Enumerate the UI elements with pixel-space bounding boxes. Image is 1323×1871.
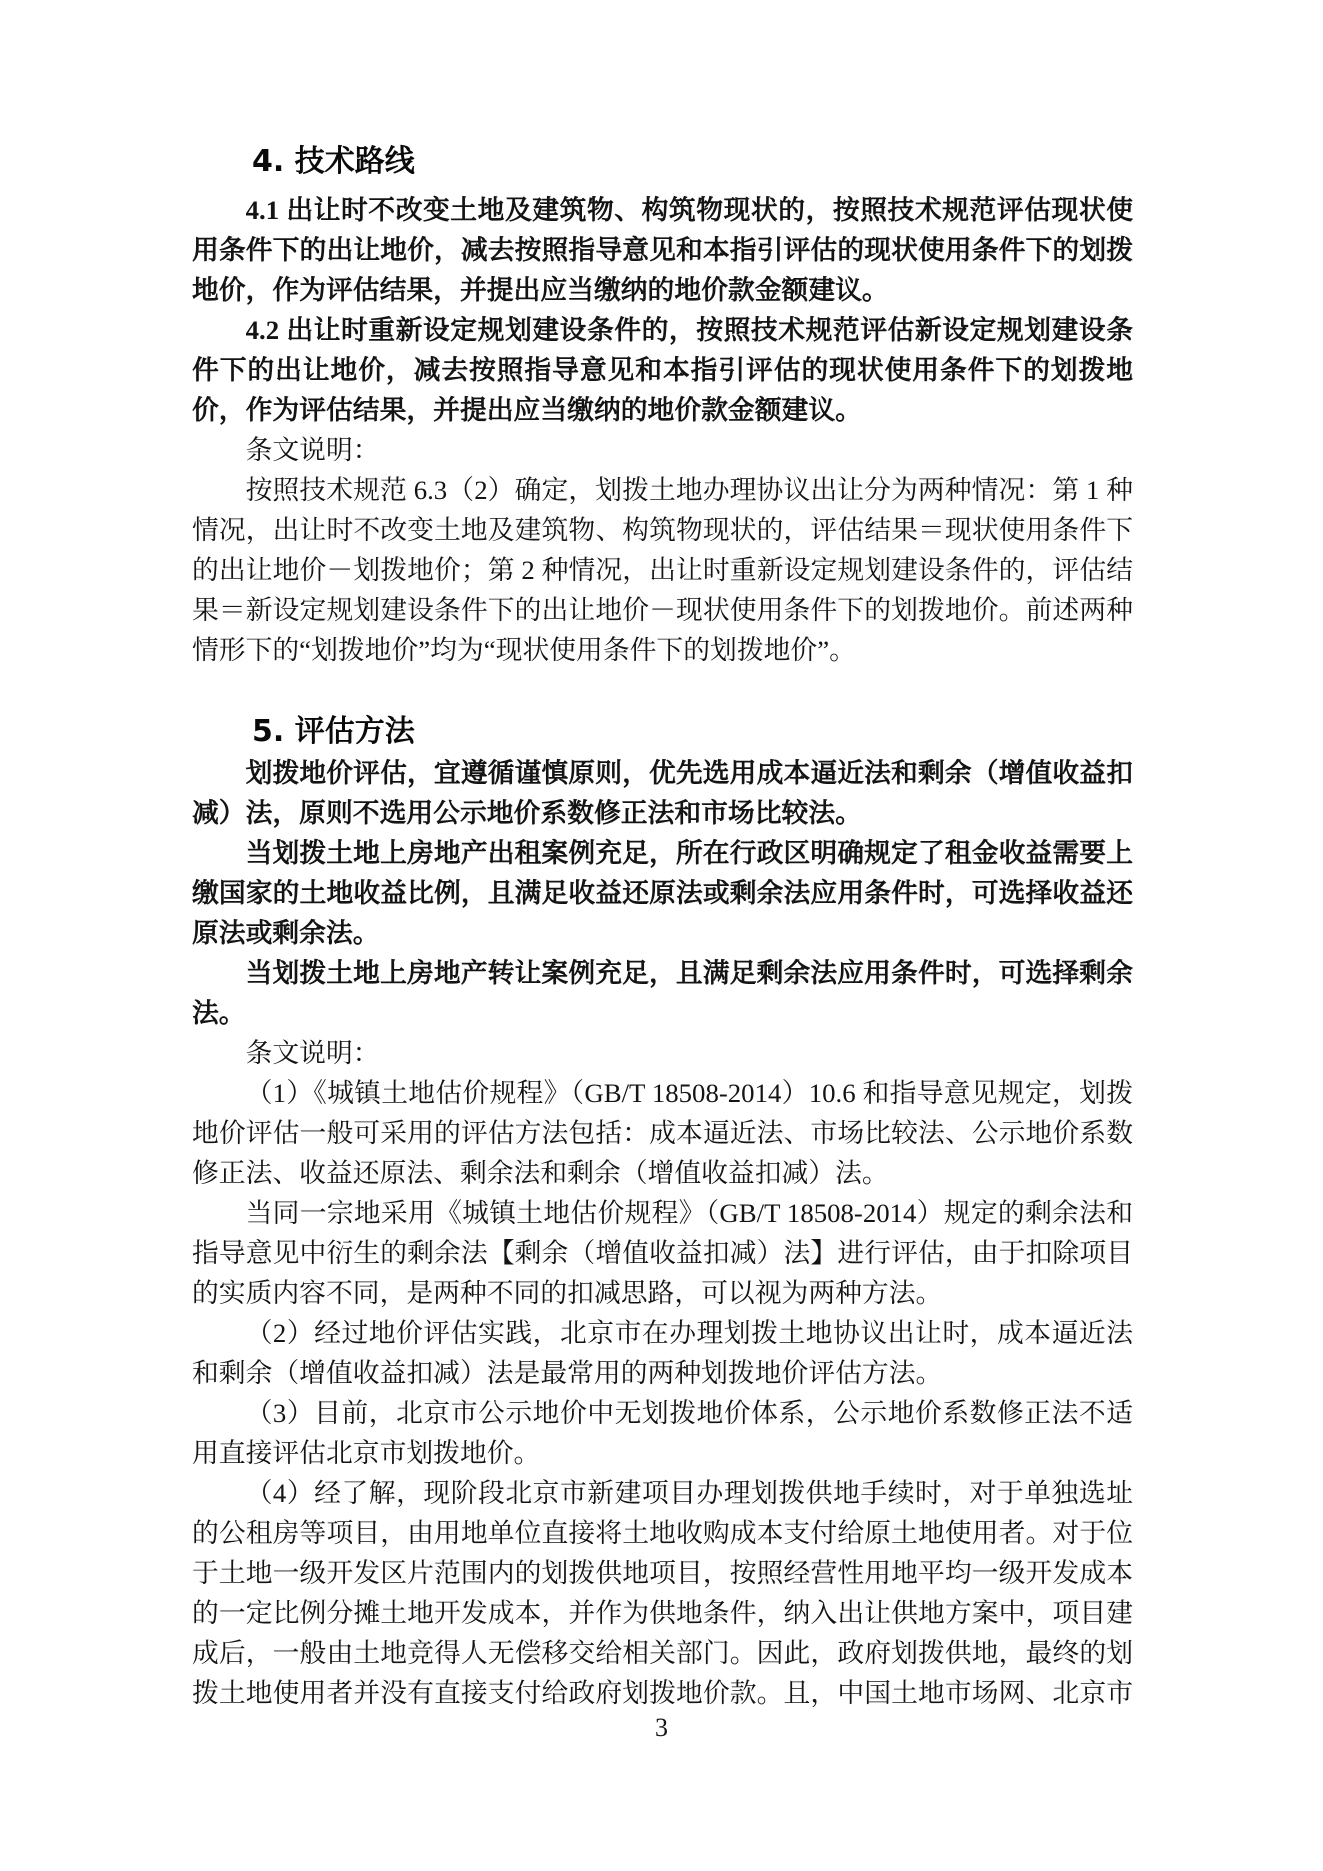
section-5-note-paragraph-2: 当同一宗地采用《城镇土地估价规程》（GB/T 18508-2014）规定的剩余法和指导意见中衍生的剩余法【剩余（增值收益扣减）法】进行评估，由于扣除项目的实质内容不同，是两种不同的扣减思路，可以视为两种方法。 bbox=[192, 1198, 1133, 1308]
page-number: 3 bbox=[655, 1713, 668, 1742]
section-5-note-paragraph-1: （1）《城镇土地估价规程》（GB/T 18508-2014）10.6 和指导意见规定，划拨地价评估一般可采用的评估方法包括：成本逼近法、市场比较法、公示地价系数修正法、收益还原法、剩余法和剩余（增值收益扣减）法。 bbox=[192, 1078, 1133, 1188]
section-5-note-paragraph-4: （3）目前，北京市公示地价中无划拨地价体系，公示地价系数修正法不适用直接评估北京市划拨地价。 bbox=[192, 1398, 1133, 1468]
section-4-note-paragraph: 按照技术规范 6.3（2）确定，划拨土地办理协议出让分为两种情况：第 1 种情况，出让时不改变土地及建筑物、构筑物现状的，评估结果＝现状使用条件下的出让地价－划拨地价；第 2 种情况，出让时重新设定规划建设条件的，评估结果＝新设定规划建设条件下的出让地价－现状使用条件下的划拨地价。前述两种情形下的“划拨地价”均为“现状使用条件下的划拨地价”。 bbox=[192, 475, 1133, 665]
clause-5-paragraph-3: 当划拨土地上房地产转让案例充足，且满足剩余法应用条件时，可选择剩余法。 bbox=[192, 958, 1133, 1028]
section-4-heading: 4. 技术路线 bbox=[252, 144, 415, 179]
section-4-note-label: 条文说明： bbox=[245, 435, 380, 465]
clause-5-paragraph-2: 当划拨土地上房地产出租案例充足，所在行政区明确规定了租金收益需要上缴国家的土地收益比例，且满足收益还原法或剩余法应用条件时，可选择收益还原法或剩余法。 bbox=[192, 838, 1133, 948]
clause-4-2-paragraph: 4.2 出让时重新设定规划建设条件的，按照技术规范评估新设定规划建设条件下的出让地价，减去按照指导意见和本指引评估的现状使用条件下的划拨地价，作为评估结果，并提出应当缴纳的地价款金额建议。 bbox=[192, 315, 1133, 425]
clause-5-paragraph-1: 划拨地价评估，宜遵循谨慎原则，优先选用成本逼近法和剩余（增值收益扣减）法，原则不选用公示地价系数修正法和市场比较法。 bbox=[192, 758, 1133, 828]
section-5-note-paragraph-5: （4）经了解，现阶段北京市新建项目办理划拨供地手续时，对于单独选址的公租房等项目，由用地单位直接将土地收购成本支付给原土地使用者。对于位于土地一级开发区片范围内的划拨供地项目，按照经营性用地平均一级开发成本的一定比例分摊土地开发成本，并作为供地条件，纳入出让供地方案中，项目建成后，一般由土地竞得人无偿移交给相关部门。因此，政府划拨供地，最终的划拨土地使用者并没有直接支付给政府划拨地价款。且，中国土地市场网、北京市 bbox=[192, 1478, 1133, 1708]
section-5-note-label: 条文说明： bbox=[245, 1038, 380, 1068]
clause-4-1-paragraph: 4.1 出让时不改变土地及建筑物、构筑物现状的，按照技术规范评估现状使用条件下的出让地价，减去按照指导意见和本指引评估的现状使用条件下的划拨地价，作为评估结果，并提出应当缴纳的地价款金额建议。 bbox=[192, 195, 1133, 305]
section-5-note-paragraph-3: （2）经过地价评估实践，北京市在办理划拨土地协议出让时，成本逼近法和剩余（增值收益扣减）法是最常用的两种划拨地价评估方法。 bbox=[192, 1318, 1133, 1388]
section-5-heading: 5. 评估方法 bbox=[252, 714, 415, 749]
document-body bbox=[192, 140, 1133, 1713]
